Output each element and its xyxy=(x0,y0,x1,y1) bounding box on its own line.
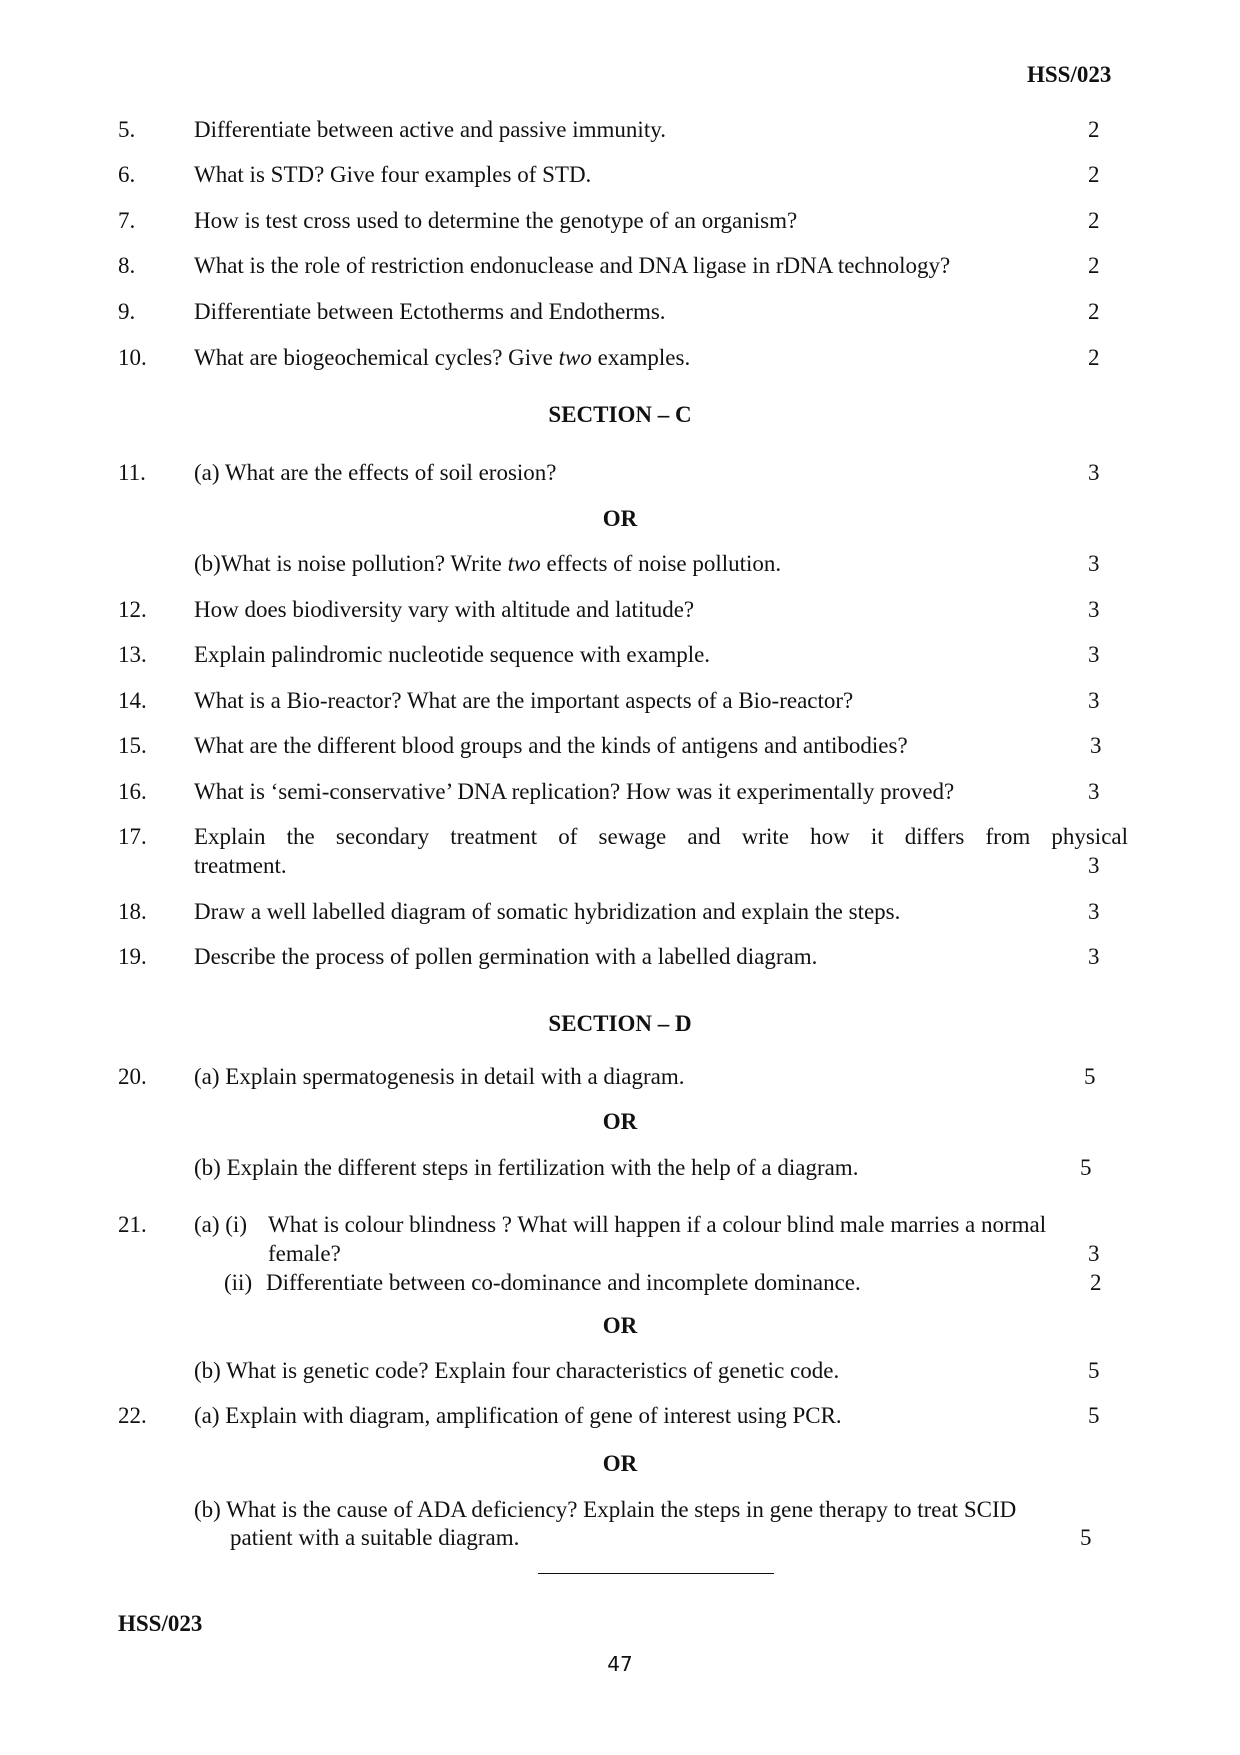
question-22b xyxy=(118,1497,1108,1557)
question-text-line2: patient with a suitable diagram. xyxy=(230,1525,520,1550)
question-text: (b) What is genetic code? Explain four characteristics of genetic code. xyxy=(194,1358,840,1383)
question-marks: 2 xyxy=(1088,117,1100,142)
question-18 xyxy=(118,899,1108,929)
question-text: How does biodiversity vary with altitude and latitude? xyxy=(194,597,695,622)
question-text-line1: What is colour blindness ? What will happen if a colour blind male marries a normal xyxy=(268,1212,1047,1237)
question-10 xyxy=(118,345,1108,375)
question-marks: 2 xyxy=(1088,208,1100,233)
question-21b xyxy=(118,1358,1108,1388)
question-marks: 3 xyxy=(1088,1241,1100,1266)
question-number: 8. xyxy=(118,253,136,278)
question-text: Differentiate between co-dominance and incomplete dominance. xyxy=(266,1270,861,1295)
question-marks: 3 xyxy=(1088,853,1100,878)
question-number: 16. xyxy=(118,779,147,804)
question-13 xyxy=(118,642,1108,672)
footer-code: HSS/023 xyxy=(118,1611,203,1636)
question-text: Differentiate between Ectotherms and Endotherms. xyxy=(194,299,666,324)
question-6 xyxy=(118,162,1108,192)
question-marks: 3 xyxy=(1088,597,1100,622)
question-number: 12. xyxy=(118,597,147,622)
question-number: 21. xyxy=(118,1212,147,1237)
question-number: 11. xyxy=(118,460,146,485)
question-text-line1: Explain the secondary treatment of sewage and write how it differs from physical xyxy=(194,824,1128,849)
question-marks: 3 xyxy=(1088,551,1100,576)
question-marks: 5 xyxy=(1080,1525,1092,1550)
question-marks: 3 xyxy=(1088,944,1100,969)
question-marks: 3 xyxy=(1088,779,1100,804)
question-text: What is STD? Give four examples of STD. xyxy=(194,162,592,187)
question-number: 6. xyxy=(118,162,136,187)
question-number: 14. xyxy=(118,688,147,713)
question-17 xyxy=(118,824,1128,884)
question-text-line2: treatment. xyxy=(194,853,287,878)
question-text-line1: (b) What is the cause of ADA deficiency? Explain the steps in gene therapy to treat SCID xyxy=(194,1497,1017,1522)
question-text: What is ‘semi-conservative’ DNA replication? How was it experimentally proved? xyxy=(194,779,955,804)
or-label: OR xyxy=(602,1451,638,1476)
question-marks: 3 xyxy=(1088,688,1100,713)
question-number: 17. xyxy=(118,824,147,849)
question-number: 20. xyxy=(118,1064,147,1089)
question-marks: 5 xyxy=(1088,1403,1100,1428)
question-text: Describe the process of pollen germination with a labelled diagram. xyxy=(194,944,818,969)
question-number: 13. xyxy=(118,642,147,667)
question-part-label: (ii) xyxy=(224,1270,253,1295)
question-marks: 3 xyxy=(1088,642,1100,667)
question-text: Explain palindromic nucleotide sequence with example. xyxy=(194,642,711,667)
or-label: OR xyxy=(602,1313,638,1338)
question-text: What are the different blood groups and the kinds of antigens and antibodies? xyxy=(194,733,908,758)
question-number: 10. xyxy=(118,345,147,370)
or-label: OR xyxy=(602,506,638,531)
question-text: (b)What is noise pollution? Write two effects of noise pollution. xyxy=(194,551,782,576)
question-part-label: (a) (i) xyxy=(194,1212,247,1237)
question-20a xyxy=(118,1064,1108,1094)
end-rule xyxy=(538,1573,774,1574)
question-11b xyxy=(118,551,1108,581)
question-number: 18. xyxy=(118,899,147,924)
question-14 xyxy=(118,688,1108,718)
question-marks: 3 xyxy=(1088,460,1100,485)
question-7 xyxy=(118,208,1108,238)
question-text: Draw a well labelled diagram of somatic hybridization and explain the steps. xyxy=(194,899,901,924)
question-22a xyxy=(118,1403,1108,1433)
question-number: 15. xyxy=(118,733,147,758)
question-marks: 2 xyxy=(1088,162,1100,187)
or-label: OR xyxy=(602,1109,638,1134)
question-text: (a) Explain with diagram, amplification of gene of interest using PCR. xyxy=(194,1403,842,1428)
question-19 xyxy=(118,944,1108,974)
question-text: (b) Explain the different steps in fertilization with the help of a diagram. xyxy=(194,1155,859,1180)
question-number: 7. xyxy=(118,208,136,233)
question-text: What are biogeochemical cycles? Give two examples. xyxy=(194,345,691,370)
question-marks: 2 xyxy=(1090,1270,1102,1295)
section-d-title: SECTION – D xyxy=(548,1011,692,1036)
question-number: 22. xyxy=(118,1403,147,1428)
question-12 xyxy=(118,597,1108,627)
page-number: 47 xyxy=(607,1652,633,1676)
question-15 xyxy=(118,733,1108,763)
question-text: What is the role of restriction endonuclease and DNA ligase in rDNA technology? xyxy=(194,253,951,278)
question-text-line2: female? xyxy=(268,1241,341,1266)
question-9 xyxy=(118,299,1108,329)
question-16 xyxy=(118,779,1108,809)
question-20b xyxy=(118,1155,1108,1185)
section-c-title: SECTION – C xyxy=(548,402,692,427)
question-text: How is test cross used to determine the genotype of an organism? xyxy=(194,208,798,233)
header-code: HSS/023 xyxy=(1027,62,1112,87)
question-marks: 2 xyxy=(1088,345,1100,370)
question-marks: 2 xyxy=(1088,253,1100,278)
question-5 xyxy=(118,117,1108,147)
question-marks: 2 xyxy=(1088,299,1100,324)
question-text: (a) What are the effects of soil erosion? xyxy=(194,460,557,485)
question-text: Differentiate between active and passive immunity. xyxy=(194,117,666,142)
question-marks: 5 xyxy=(1084,1064,1096,1089)
question-11a xyxy=(118,460,1108,490)
question-marks: 5 xyxy=(1080,1155,1092,1180)
question-21a xyxy=(118,1212,1108,1302)
question-marks: 3 xyxy=(1090,733,1102,758)
question-text: (a) Explain spermatogenesis in detail with a diagram. xyxy=(194,1064,685,1089)
question-number: 9. xyxy=(118,299,136,324)
question-8 xyxy=(118,253,1108,283)
question-number: 19. xyxy=(118,944,147,969)
question-marks: 3 xyxy=(1088,899,1100,924)
question-number: 5. xyxy=(118,117,136,142)
question-marks: 5 xyxy=(1088,1358,1100,1383)
question-text: What is a Bio-reactor? What are the important aspects of a Bio-reactor? xyxy=(194,688,854,713)
